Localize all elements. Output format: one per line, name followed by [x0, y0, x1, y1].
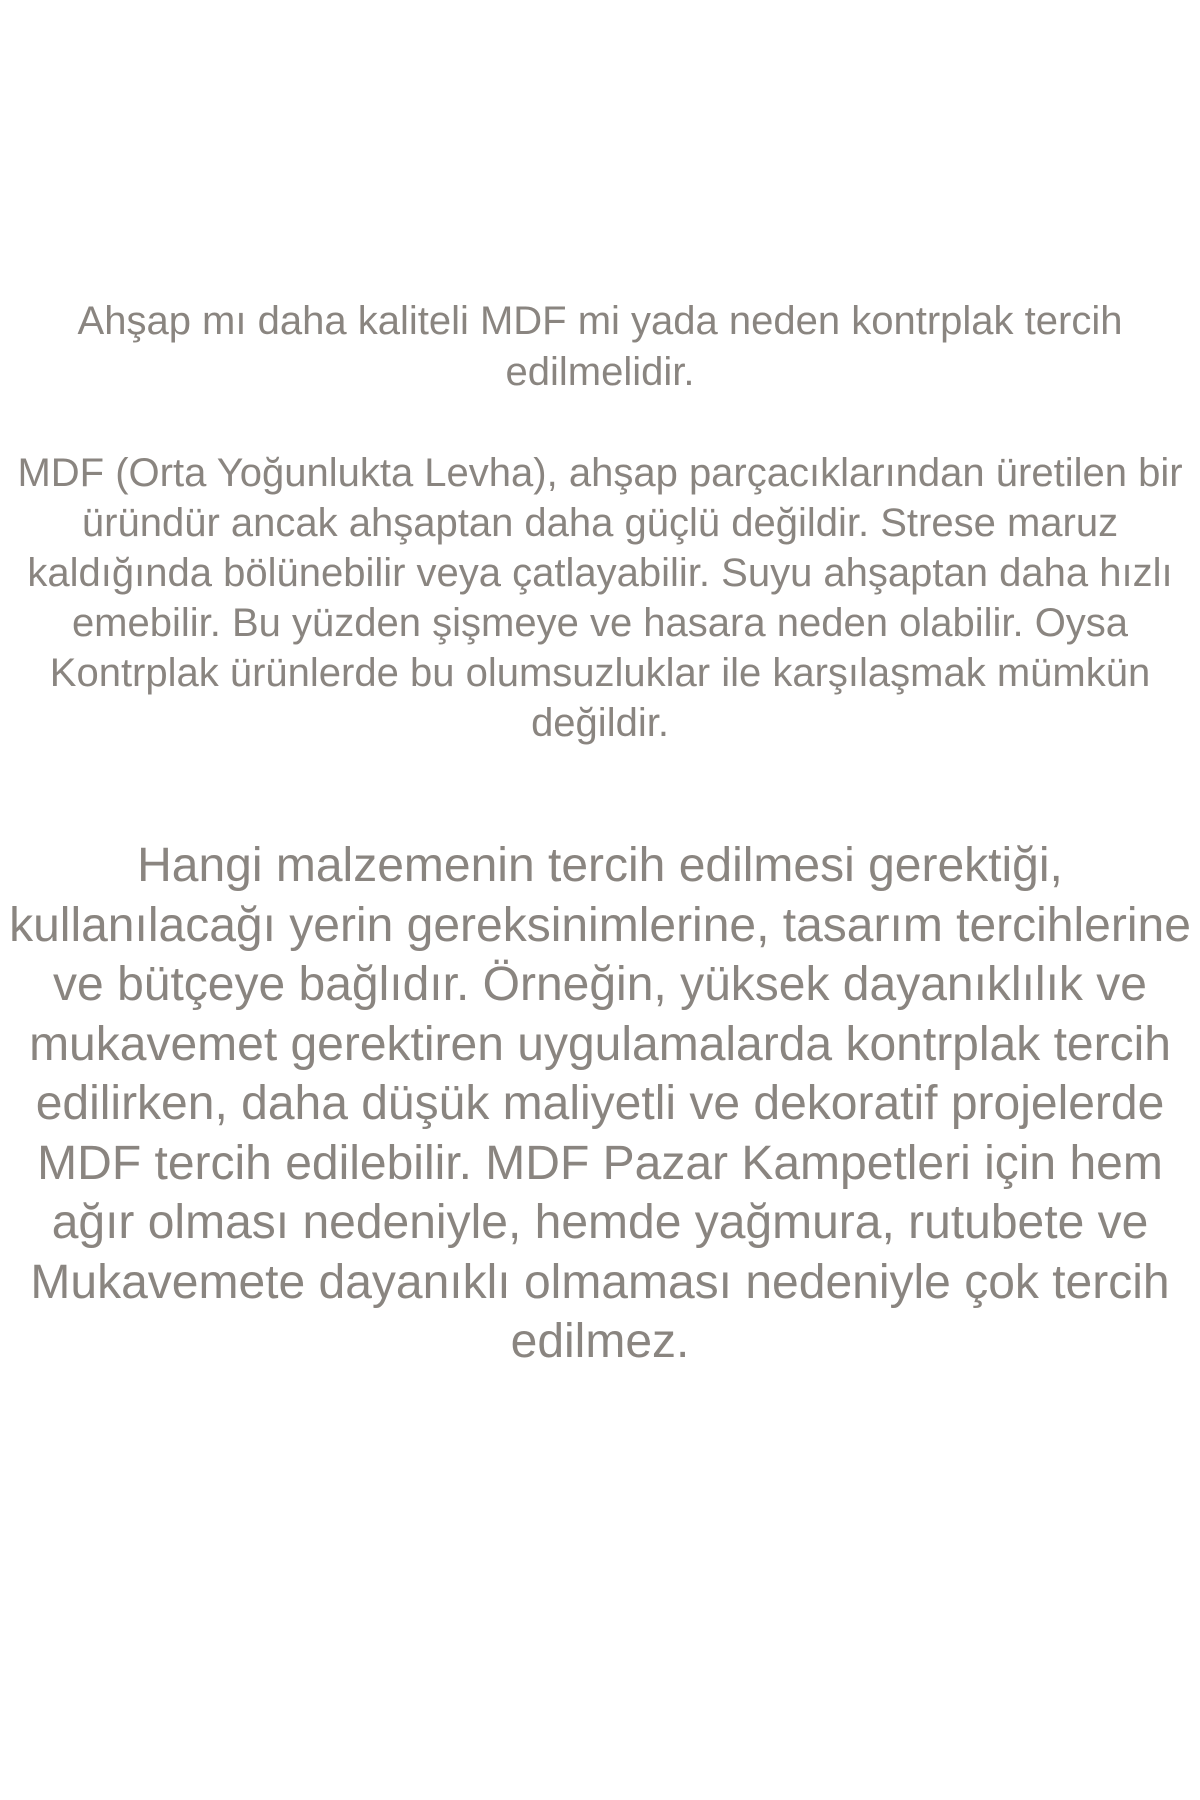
paragraph-mdf-properties: MDF (Orta Yoğunlukta Levha), ahşap parçacıklarından üretilen bir üründür ancak ahşaptan daha güçlü değildir. Strese maruz kaldığında bölünebilir veya çatlayabilir. Suyu ahşaptan daha hızlı emebilir. Bu yüzden şişmeye ve hasara neden olabilir. Oysa Kontrplak ürünlerde bu olumsuzluklar ile karşılaşmak mümkün değildir.	[17, 451, 1183, 745]
article-title: Ahşap mı daha kaliteli MDF mi yada neden kontrplak tercih edilmelidir.	[77, 299, 1123, 394]
paragraph-material-choice: Hangi malzemenin tercih edilmesi gerektiği, kullanılacağı yerin gereksinimlerine, tasarım tercihlerine ve bütçeye bağlıdır. Örneğin, yüksek dayanıklılık ve mukavemet gerektiren uygulamalarda kontrplak tercih edilirken, daha düşük maliyetli ve dekoratif projelerde MDF tercih edilebilir. MDF Pazar Kampetleri için hem ağır olması nedeniyle, hemde yağmura, rutubete ve Mukavemete dayanıklı olmaması nedeniyle çok tercih edilmez.	[9, 839, 1191, 1368]
article	[0, 296, 1200, 1372]
